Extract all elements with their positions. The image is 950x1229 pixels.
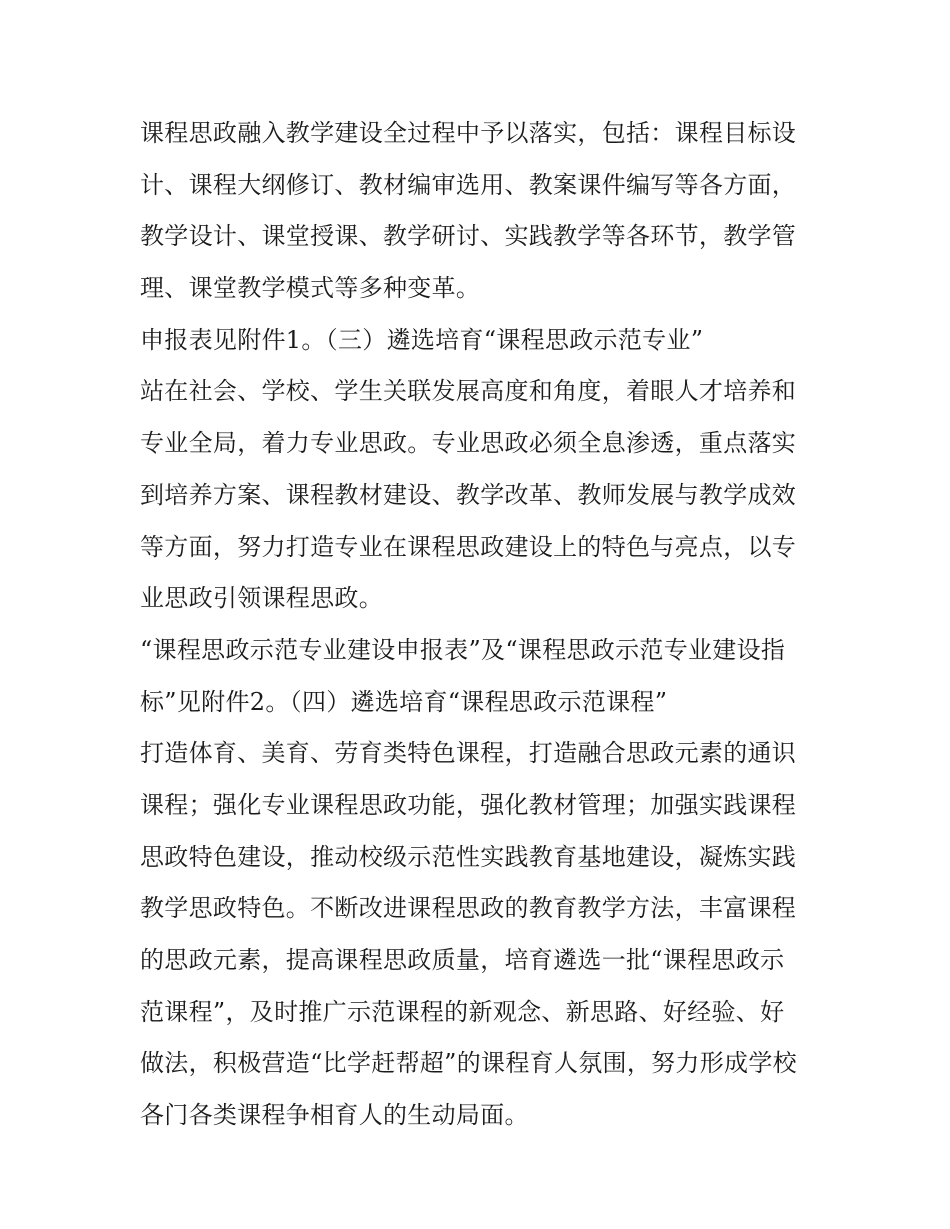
- text-line: 站在社会、学校、学生关联发展高度和角度，着眼人才培养和: [140, 377, 797, 406]
- document-body: [140, 108, 820, 1142]
- section-heading-line: 标”见附件2。（四）遴选培育“课程思政示范课程”: [140, 687, 668, 716]
- text-line: 打造体育、美育、劳育类特色课程，打造融合思政元素的通识: [140, 739, 797, 768]
- text-line: 等方面，努力打造专业在课程思政建设上的特色与亮点，以专: [140, 532, 797, 561]
- text-line: 做法，积极营造“比学赶帮超”的课程育人氛围，努力形成学校: [140, 1049, 797, 1078]
- text-line: 范课程”，及时推广示范课程的新观念、新思路、好经验、好: [140, 997, 785, 1026]
- section-heading-line: 申报表见附件1。（三）遴选培育“课程思政示范专业”: [140, 325, 704, 354]
- text-line: 课程思政融入教学建设全过程中予以落实，包括：课程目标设: [140, 119, 797, 147]
- text-line: 思政特色建设，推动校级示范性实践教育基地建设，凝炼实践: [140, 842, 797, 871]
- text-line: 教学思政特色。不断改进课程思政的教育教学方法，丰富课程: [140, 894, 797, 923]
- text-line: 计、课程大纲修订、教材编审选用、教案课件编写等各方面，: [140, 170, 797, 199]
- text-line: 到培养方案、课程教材建设、教学改革、教师发展与教学成效: [140, 480, 797, 509]
- text-line: 业思政引领课程思政。: [140, 584, 383, 613]
- text-line: 的思政元素，提高课程思政质量，培育遴选一批“课程思政示: [140, 946, 785, 974]
- text-line: 教学设计、课堂授课、教学研讨、实践教学等各环节，教学管: [140, 222, 797, 251]
- text-line: 专业全局，着力专业思政。专业思政必须全息渗透，重点落实: [140, 429, 797, 458]
- text-line: “课程思政示范专业建设申报表”及“课程思政示范专业建设指: [140, 635, 786, 664]
- text-line: 各门各类课程争相育人的生动局面。: [140, 1101, 529, 1130]
- text-line: 理、课堂教学模式等多种变革。: [140, 274, 481, 303]
- text-line: 课程；强化专业课程思政功能，强化教材管理；加强实践课程: [140, 790, 797, 819]
